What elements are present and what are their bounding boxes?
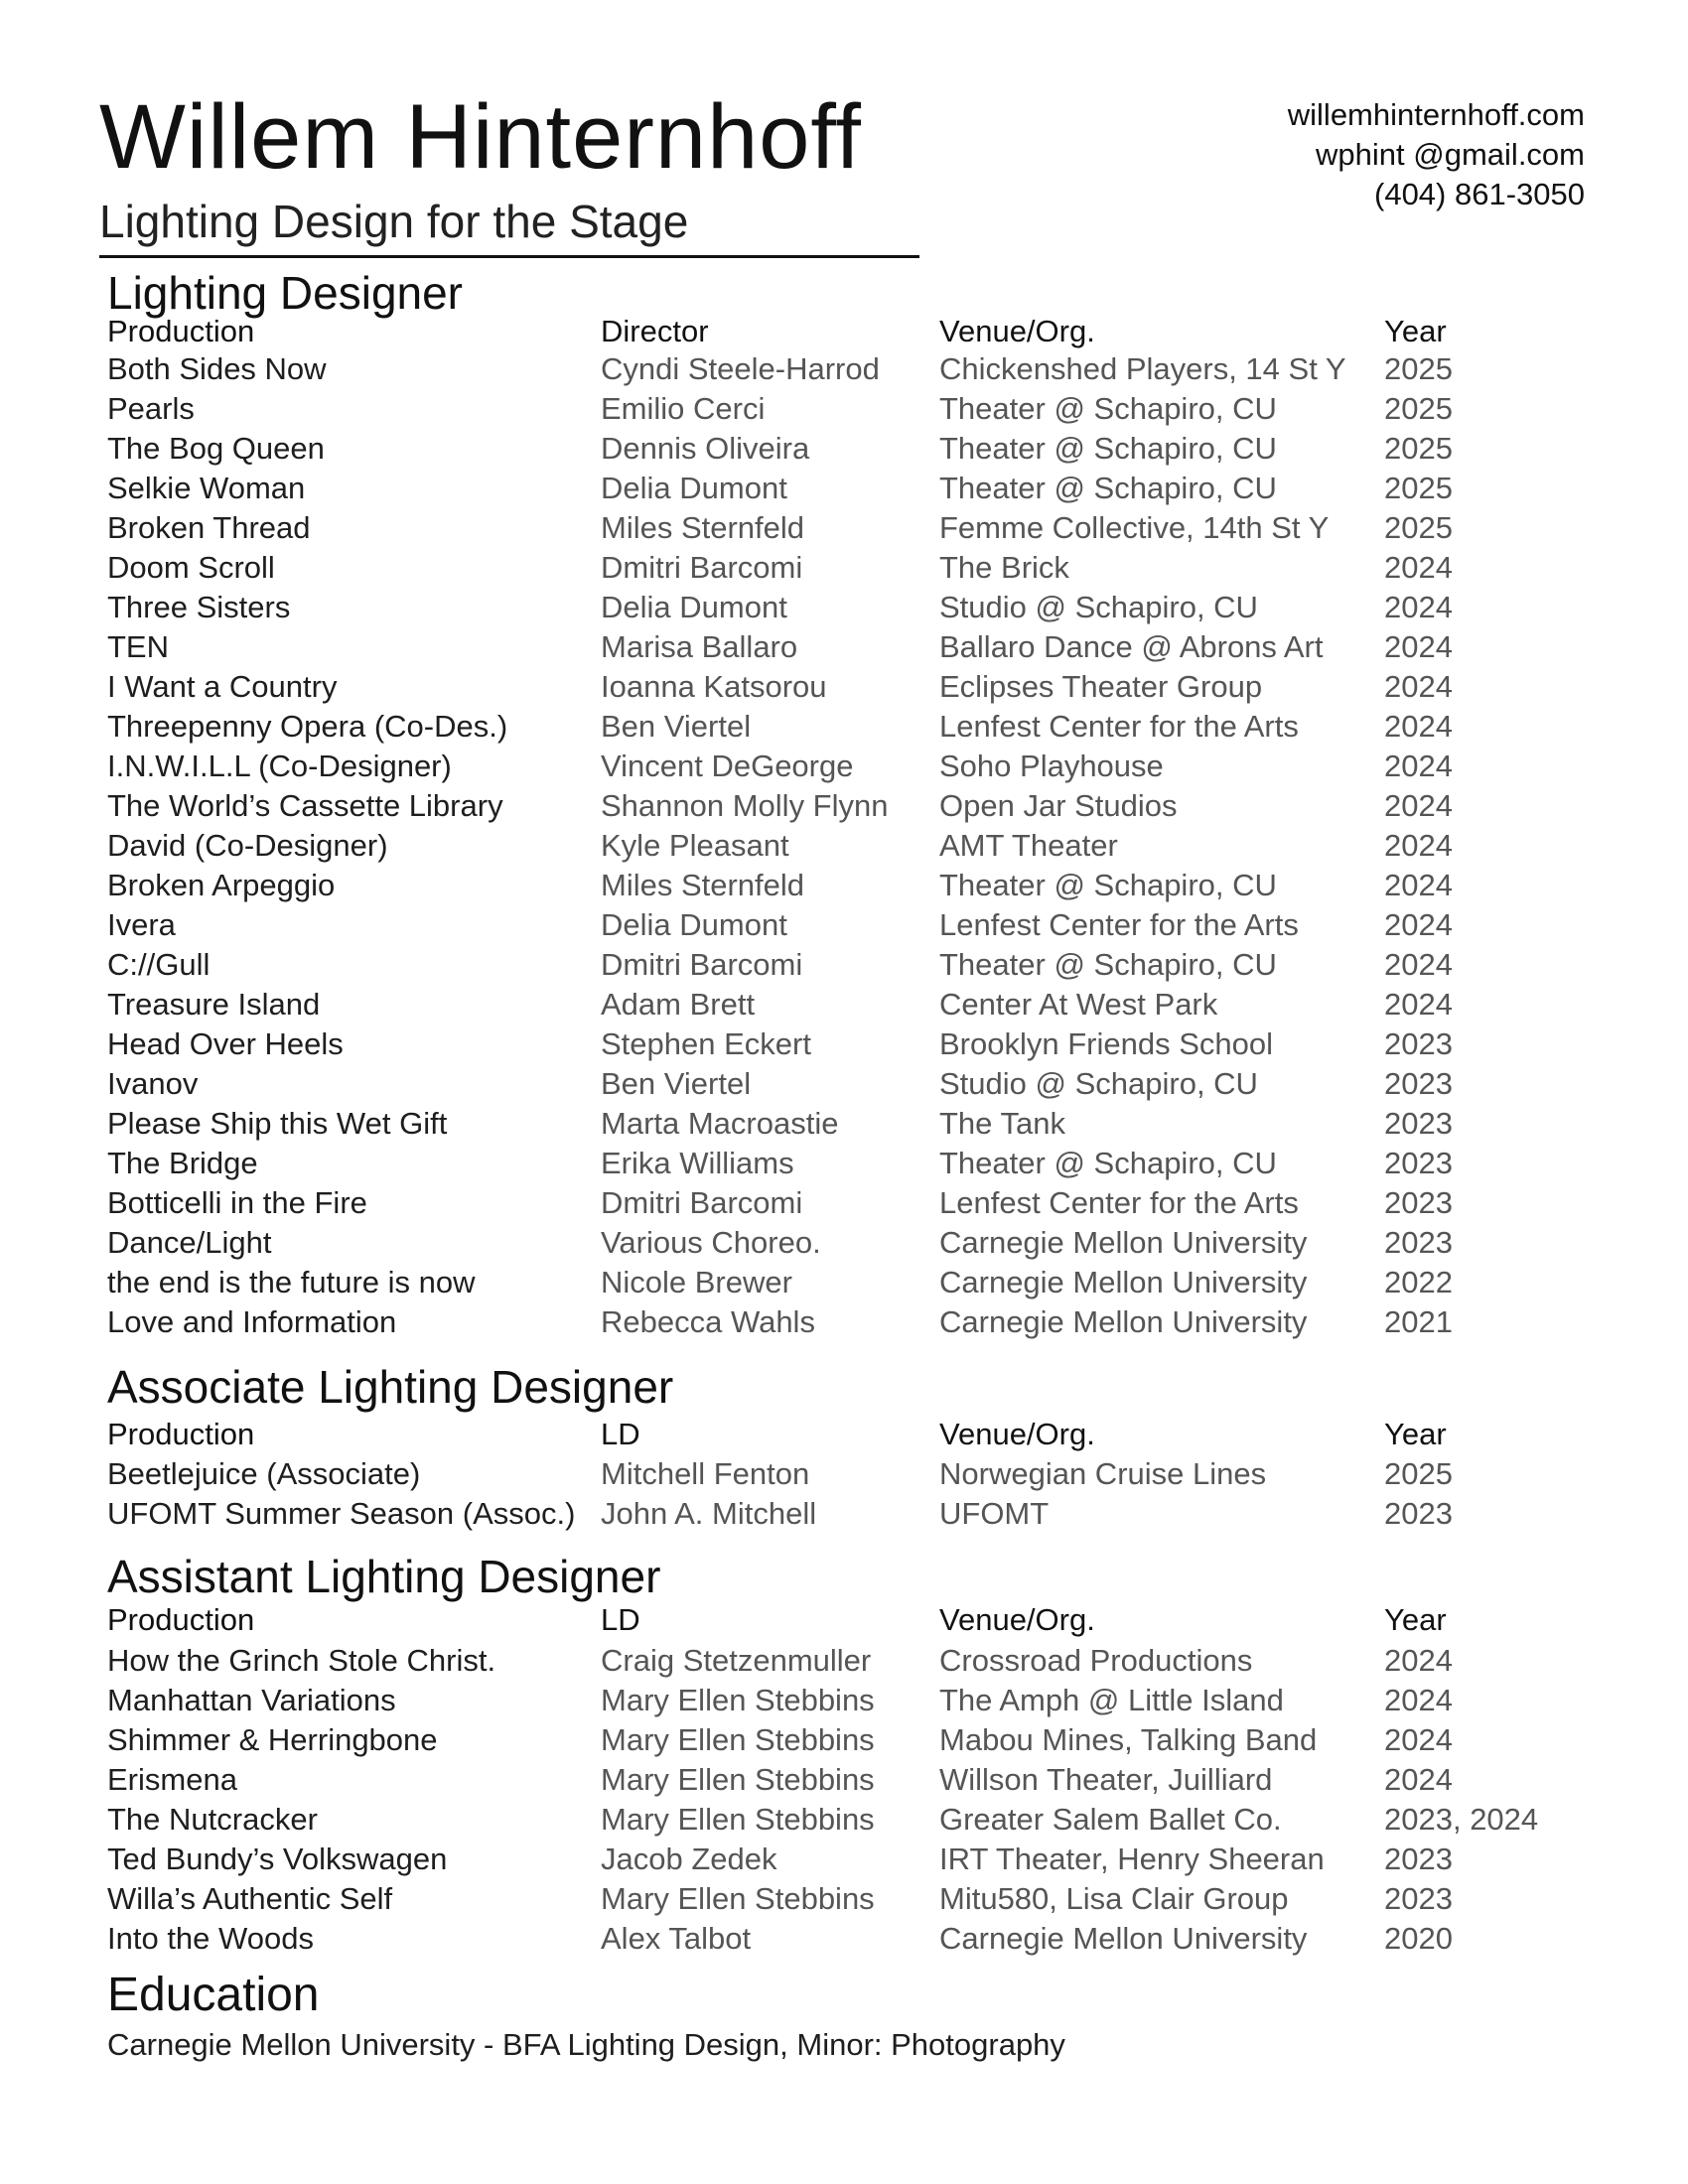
credit-production: Threepenny Opera (Co-Des.)	[107, 709, 508, 744]
credit-production: David (Co-Designer)	[107, 828, 388, 863]
credit-venue: Greater Salem Ballet Co.	[939, 1802, 1282, 1837]
credit-venue: Theater @ Schapiro, CU	[939, 868, 1277, 902]
credit-year: 2023	[1384, 1066, 1453, 1101]
credit-director: Stephen Eckert	[601, 1026, 811, 1061]
column-header: Venue/Org.	[939, 314, 1095, 348]
credit-production: Ivanov	[107, 1066, 199, 1101]
credit-row	[0, 508, 1688, 548]
credit-year: 2024	[1384, 828, 1453, 863]
credit-venue: Studio @ Schapiro, CU	[939, 1066, 1258, 1101]
credit-year: 2024	[1384, 1762, 1453, 1797]
credit-venue: Center At West Park	[939, 987, 1218, 1022]
credit-director: Various Choreo.	[601, 1225, 821, 1260]
credit-row	[0, 469, 1688, 508]
credit-venue: Soho Playhouse	[939, 749, 1164, 783]
column-header: Director	[601, 314, 709, 348]
credit-director: Delia Dumont	[601, 471, 787, 505]
credit-production: Broken Thread	[107, 510, 311, 545]
credit-row	[0, 945, 1688, 985]
column-header-row	[0, 1600, 1688, 1640]
credit-venue: Lenfest Center for the Arts	[939, 1185, 1299, 1220]
credit-year: 2023, 2024	[1384, 1802, 1539, 1837]
credit-venue: Open Jar Studios	[939, 788, 1178, 823]
credit-venue: Studio @ Schapiro, CU	[939, 590, 1258, 624]
credit-row	[0, 349, 1688, 389]
credit-director: Jacob Zedek	[601, 1842, 777, 1876]
credit-director: Mary Ellen Stebbins	[601, 1881, 875, 1916]
credit-director: Erika Williams	[601, 1146, 794, 1180]
credit-production: Pearls	[107, 391, 195, 426]
credit-production: Botticelli in the Fire	[107, 1185, 367, 1220]
credit-venue: Femme Collective, 14th St Y	[939, 510, 1330, 545]
credit-row	[0, 548, 1688, 588]
credit-venue: AMT Theater	[939, 828, 1118, 863]
credit-year: 2024	[1384, 788, 1453, 823]
credit-year: 2024	[1384, 749, 1453, 783]
credit-director: John A. Mitchell	[601, 1496, 817, 1531]
credit-venue: Crossroad Productions	[939, 1643, 1253, 1678]
credit-director: Ioanna Katsorou	[601, 669, 827, 704]
credit-director: Mary Ellen Stebbins	[601, 1683, 875, 1717]
credit-production: TEN	[107, 629, 169, 664]
credit-director: Alex Talbot	[601, 1921, 752, 1956]
credit-year: 2024	[1384, 868, 1453, 902]
credit-year: 2023	[1384, 1026, 1453, 1061]
credit-row	[0, 826, 1688, 866]
section-title: Assistant Lighting Designer	[107, 1551, 661, 1602]
credit-year: 2024	[1384, 1683, 1453, 1717]
credit-row	[0, 747, 1688, 786]
credit-production: UFOMT Summer Season (Assoc.)	[107, 1496, 576, 1531]
credit-year: 2025	[1384, 510, 1453, 545]
credit-venue: IRT Theater, Henry Sheeran	[939, 1842, 1325, 1876]
credit-director: Delia Dumont	[601, 590, 787, 624]
credit-row	[0, 1302, 1688, 1342]
column-header-row	[0, 312, 1688, 351]
credit-year: 2024	[1384, 550, 1453, 585]
credit-venue: Norwegian Cruise Lines	[939, 1456, 1267, 1491]
credit-venue: Mitu580, Lisa Clair Group	[939, 1881, 1289, 1916]
credit-year: 2023	[1384, 1496, 1453, 1531]
credit-row	[0, 985, 1688, 1024]
credit-production: Manhattan Variations	[107, 1683, 396, 1717]
credit-director: Marisa Ballaro	[601, 629, 798, 664]
credit-venue: Theater @ Schapiro, CU	[939, 391, 1277, 426]
column-header: Production	[107, 1417, 255, 1451]
credit-director: Rebecca Wahls	[601, 1304, 815, 1339]
credit-venue: Theater @ Schapiro, CU	[939, 947, 1277, 982]
credit-director: Miles Sternfeld	[601, 510, 805, 545]
credit-row	[0, 1641, 1688, 1681]
credit-production: The Nutcracker	[107, 1802, 318, 1837]
credit-year: 2025	[1384, 431, 1453, 466]
credit-row	[0, 389, 1688, 429]
credit-venue: Ballaro Dance @ Abrons Art	[939, 629, 1324, 664]
credit-production: the end is the future is now	[107, 1265, 476, 1299]
credit-row	[0, 429, 1688, 469]
credit-venue: Lenfest Center for the Arts	[939, 709, 1299, 744]
credit-row	[0, 866, 1688, 905]
credit-year: 2025	[1384, 471, 1453, 505]
credit-production: Three Sisters	[107, 590, 291, 624]
credit-year: 2023	[1384, 1106, 1453, 1141]
credit-venue: Theater @ Schapiro, CU	[939, 431, 1277, 466]
credit-row	[0, 1064, 1688, 1104]
contact-block	[1288, 95, 1585, 214]
contact-phone: (404) 861-3050	[1374, 177, 1585, 211]
credit-row	[0, 588, 1688, 627]
resume-tagline: Lighting Design for the Stage	[99, 196, 689, 247]
credit-row	[0, 1454, 1688, 1494]
header-divider	[99, 255, 919, 258]
credit-venue: Brooklyn Friends School	[939, 1026, 1273, 1061]
credit-row	[0, 1879, 1688, 1919]
credit-venue: Carnegie Mellon University	[939, 1304, 1308, 1339]
credit-director: Mary Ellen Stebbins	[601, 1802, 875, 1837]
credit-production: The World’s Cassette Library	[107, 788, 503, 823]
credit-production: Erismena	[107, 1762, 237, 1797]
credit-director: Marta Macroastie	[601, 1106, 839, 1141]
credit-director: Nicole Brewer	[601, 1265, 792, 1299]
credit-director: Dmitri Barcomi	[601, 947, 803, 982]
credit-venue: UFOMT	[939, 1496, 1050, 1531]
credit-year: 2024	[1384, 669, 1453, 704]
credit-venue: Carnegie Mellon University	[939, 1225, 1308, 1260]
credit-director: Ben Viertel	[601, 1066, 752, 1101]
credit-venue: Chickenshed Players, 14 St Y	[939, 351, 1346, 386]
credit-row	[0, 1800, 1688, 1840]
credit-row	[0, 1144, 1688, 1183]
credit-production: I.N.W.I.L.L (Co-Designer)	[107, 749, 452, 783]
credit-venue: Eclipses Theater Group	[939, 669, 1263, 704]
credit-row	[0, 1760, 1688, 1800]
credit-year: 2023	[1384, 1881, 1453, 1916]
credit-director: Vincent DeGeorge	[601, 749, 854, 783]
credit-production: Broken Arpeggio	[107, 868, 336, 902]
credit-row	[0, 707, 1688, 747]
credit-venue: Theater @ Schapiro, CU	[939, 1146, 1277, 1180]
credit-director: Delia Dumont	[601, 907, 787, 942]
column-header-row	[0, 1415, 1688, 1454]
education-title: Education	[107, 1969, 320, 2021]
credit-venue: The Tank	[939, 1106, 1065, 1141]
credit-year: 2025	[1384, 351, 1453, 386]
credit-production: Doom Scroll	[107, 550, 275, 585]
credit-year: 2024	[1384, 629, 1453, 664]
section-title: Associate Lighting Designer	[107, 1361, 674, 1413]
credit-director: Cyndi Steele-Harrod	[601, 351, 880, 386]
credit-row	[0, 1494, 1688, 1534]
column-header: LD	[601, 1417, 640, 1451]
section-title: Lighting Designer	[107, 267, 464, 319]
column-header: Production	[107, 1602, 255, 1637]
credit-row	[0, 1223, 1688, 1263]
credit-row	[0, 1840, 1688, 1879]
column-header: LD	[601, 1602, 640, 1637]
credit-production: Ivera	[107, 907, 176, 942]
column-header: Venue/Org.	[939, 1602, 1095, 1637]
credit-row	[0, 1104, 1688, 1144]
credit-production: Willa’s Authentic Self	[107, 1881, 393, 1916]
column-header: Year	[1384, 1417, 1447, 1451]
contact-website[interactable]: willemhinternhoff.com	[1287, 97, 1585, 132]
credit-director: Craig Stetzenmuller	[601, 1643, 872, 1678]
credit-production: Shimmer & Herringbone	[107, 1722, 438, 1757]
credit-director: Ben Viertel	[601, 709, 752, 744]
credit-row	[0, 1720, 1688, 1760]
credit-production: Dance/Light	[107, 1225, 272, 1260]
credit-row	[0, 1263, 1688, 1302]
credit-row	[0, 667, 1688, 707]
credit-row	[0, 1681, 1688, 1720]
credit-year: 2024	[1384, 590, 1453, 624]
credit-production: Treasure Island	[107, 987, 321, 1022]
credit-year: 2024	[1384, 947, 1453, 982]
credit-production: Love and Information	[107, 1304, 397, 1339]
credit-director: Mary Ellen Stebbins	[601, 1762, 875, 1797]
education-line: Carnegie Mellon University - BFA Lighting Design, Minor: Photography	[107, 2027, 1065, 2062]
credit-production: I Want a Country	[107, 669, 338, 704]
credit-director: Kyle Pleasant	[601, 828, 789, 863]
credit-year: 2024	[1384, 1722, 1453, 1757]
credit-director: Emilio Cerci	[601, 391, 766, 426]
resume-name: Willem Hinternhoff	[99, 86, 862, 188]
contact-email[interactable]: wphint @gmail.com	[1316, 137, 1585, 172]
credit-year: 2023	[1384, 1225, 1453, 1260]
credit-director: Miles Sternfeld	[601, 868, 805, 902]
credit-year: 2025	[1384, 391, 1453, 426]
credit-production: Selkie Woman	[107, 471, 306, 505]
credit-venue: The Brick	[939, 550, 1069, 585]
credit-production: The Bog Queen	[107, 431, 325, 466]
credit-venue: Willson Theater, Juilliard	[939, 1762, 1273, 1797]
credit-row	[0, 905, 1688, 945]
credit-director: Shannon Molly Flynn	[601, 788, 889, 823]
credit-production: How the Grinch Stole Christ.	[107, 1643, 496, 1678]
credit-production: Beetlejuice (Associate)	[107, 1456, 421, 1491]
column-header: Production	[107, 314, 255, 348]
credit-year: 2020	[1384, 1921, 1453, 1956]
credit-venue: Carnegie Mellon University	[939, 1921, 1308, 1956]
credit-venue: Mabou Mines, Talking Band	[939, 1722, 1318, 1757]
credit-venue: The Amph @ Little Island	[939, 1683, 1284, 1717]
credit-row	[0, 1919, 1688, 1959]
credit-director: Mitchell Fenton	[601, 1456, 810, 1491]
credit-year: 2024	[1384, 987, 1453, 1022]
credit-year: 2023	[1384, 1842, 1453, 1876]
credit-row	[0, 1183, 1688, 1223]
credit-production: Ted Bundy’s Volkswagen	[107, 1842, 448, 1876]
credit-year: 2024	[1384, 907, 1453, 942]
credit-year: 2023	[1384, 1146, 1453, 1180]
credit-production: Head Over Heels	[107, 1026, 344, 1061]
credit-production: Please Ship this Wet Gift	[107, 1106, 448, 1141]
credit-row	[0, 627, 1688, 667]
credit-director: Mary Ellen Stebbins	[601, 1722, 875, 1757]
column-header: Year	[1384, 314, 1447, 348]
credit-venue: Carnegie Mellon University	[939, 1265, 1308, 1299]
credit-production: The Bridge	[107, 1146, 258, 1180]
credit-year: 2022	[1384, 1265, 1453, 1299]
credit-year: 2025	[1384, 1456, 1453, 1491]
credit-director: Dmitri Barcomi	[601, 1185, 803, 1220]
credit-year: 2024	[1384, 709, 1453, 744]
credit-director: Dennis Oliveira	[601, 431, 810, 466]
credit-venue: Lenfest Center for the Arts	[939, 907, 1299, 942]
column-header: Year	[1384, 1602, 1447, 1637]
credit-production: Both Sides Now	[107, 351, 327, 386]
credit-production: Into the Woods	[107, 1921, 314, 1956]
credit-row	[0, 1024, 1688, 1064]
credit-production: C://Gull	[107, 947, 211, 982]
column-header: Venue/Org.	[939, 1417, 1095, 1451]
credit-row	[0, 786, 1688, 826]
credit-year: 2023	[1384, 1185, 1453, 1220]
credit-year: 2024	[1384, 1643, 1453, 1678]
credit-director: Adam Brett	[601, 987, 756, 1022]
credit-director: Dmitri Barcomi	[601, 550, 803, 585]
credit-year: 2021	[1384, 1304, 1453, 1339]
credit-venue: Theater @ Schapiro, CU	[939, 471, 1277, 505]
